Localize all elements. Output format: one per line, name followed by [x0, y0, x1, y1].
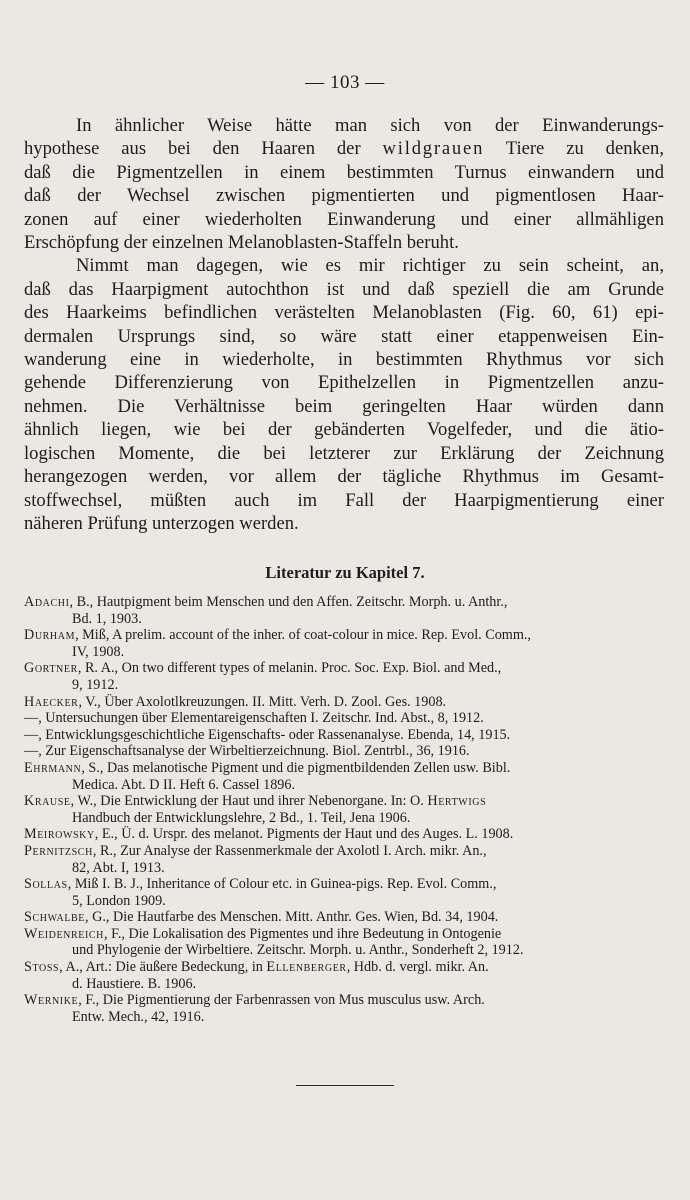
reference-author: Stoss	[24, 959, 60, 976]
reference-entry: Durham, Miß, A prelim. account of the inher. of coat-colour in mice. Rep. Evol. Comm., IV, 1908.	[24, 627, 531, 660]
reference-author: Sollas	[24, 876, 68, 893]
reference-entry: —, Untersuchungen über Elementareigenschaften I. Zeitschr. Ind. Abst., 8, 1912.	[24, 710, 484, 727]
reference-author: Gortner	[24, 660, 78, 677]
text-line: hypothese aus bei den Haaren der wildgrauen Tiere zu denken,	[24, 138, 664, 160]
reference-entry: —, Entwicklungsgeschichtliche Eigenschafts- oder Rassenanalyse. Ebenda, 14, 1915.	[24, 726, 511, 743]
reference-entry: Krause, W., Die Entwicklung der Haut und ihrer Nebenorgane. In: O. Hertwigs Handbuch der Entwicklungslehre, 2 Bd., 1. Teil, Jena 1906.	[24, 793, 487, 826]
reference-entry: Haecker, V., Über Axolotlkreuzungen. II. Mitt. Verh. D. Zool. Ges. 1908.	[24, 693, 447, 710]
reference-author: Weidenreich	[24, 925, 104, 942]
reference-author: Haecker	[24, 693, 79, 710]
reference-entry: Weidenreich, F., Die Lokalisation des Pigmentes und ihre Bedeutung in Ontogenie und Phylogenie der Wirbeltiere. Zeitschr. Morph. u. Anthr., Sonderheft 2, 1912.	[24, 925, 524, 959]
text-line: nehmen. Die Verhältnisse beim geringelten Haar würden dann	[24, 395, 664, 417]
reference-entry: Meirowsky, E., Ü. d. Urspr. des melanot. Pigments der Haut und des Auges. L. 1908.	[24, 826, 514, 843]
reference-author: Pernitzsch	[24, 842, 93, 859]
text-line: dermalen Ursprungs sind, so wäre statt einer etappenweisen Ein-	[24, 325, 664, 347]
reference-entry: Schwalbe, G., Die Hautfarbe des Menschen. Mitt. Anthr. Ges. Wien, Bd. 34, 1904.	[24, 909, 499, 926]
text-line: In ähnlicher Weise hätte man sich von der Einwanderungs-	[76, 115, 664, 136]
text-line: Nimmt man dagegen, wie es mir richtiger zu sein scheint, an,	[76, 255, 664, 277]
text-line: näheren Prüfung unterzogen werden.	[24, 512, 299, 534]
reference-entry: —, Zur Eigenschaftsanalyse der Wirbeltierzeichnung. Biol. Zentrbl., 36, 1916.	[24, 743, 470, 760]
end-rule	[296, 1085, 394, 1086]
body-text	[24, 114, 664, 535]
reference-entry: Sollas, Miß I. B. J., Inheritance of Colour etc. in Guinea-pigs. Rep. Evol. Comm., 5, London 1909.	[24, 876, 497, 909]
text-line: stoffwechsel, müßten auch im Fall der Haarpigmentierung einer	[24, 489, 664, 511]
reference-entry: Stoss, A., Art.: Die äußere Bedeckung, in Ellenberger, Hdb. d. vergl. mikr. An. d. Haustiere. B. 1906.	[24, 959, 489, 992]
reference-author: Krause	[24, 793, 71, 810]
text-line: gehende Differenzierung von Epithelzellen in Pigmentzellen anzu-	[24, 372, 664, 394]
reference-inline-author: Hertwigs	[427, 793, 487, 810]
text-line: Erschöpfung der einzelnen Melanoblasten-Staffeln beruht.	[24, 232, 459, 254]
paragraph-1	[24, 114, 664, 254]
reference-author: Wernike	[24, 992, 79, 1009]
section-title: Literatur zu Kapitel 7.	[265, 563, 425, 582]
reference-author: Durham	[24, 627, 76, 644]
text-line: wanderung eine in wiederholte, in bestimmten Rhythmus vor sich	[24, 349, 664, 371]
reference-author: Ehrmann	[24, 759, 82, 776]
text-line: des Haarkeims befindlichen verästelten Melanoblasten (Fig. 60, 61) epi-	[24, 302, 664, 324]
reference-entry: Wernike, F., Die Pigmentierung der Farbenrassen von Mus musculus usw. Arch. Entw. Mech., 42, 1916.	[24, 992, 485, 1025]
reference-entry: Adachi, B., Hautpigment beim Menschen und den Affen. Zeitschr. Morph. u. Anthr., Bd. 1, 1903.	[24, 594, 508, 627]
reference-author: Adachi	[24, 594, 70, 610]
text-line: daß der Wechsel zwischen pigmentierten und pigmentlosen Haar-	[24, 185, 664, 207]
paragraph-2	[24, 254, 664, 535]
reference-list	[24, 594, 666, 1025]
page-number: — 103 —	[305, 72, 385, 93]
reference-entry: Pernitzsch, R., Zur Analyse der Rassenmerkmale der Axolotl I. Arch. mikr. An., 82, Abt. I, 1913.	[24, 842, 487, 876]
reference-author: Schwalbe	[24, 909, 86, 926]
reference-entry: Ehrmann, S., Das melanotische Pigment und die pigmentbildenden Zellen usw. Bibl. Medica. Abt. D II. Heft 6. Cassel 1896.	[24, 759, 511, 793]
reference-inline-author: Ellenberger	[266, 959, 347, 976]
text-line: ähnlich liegen, wie bei der gebänderten Vogelfeder, und die ätio-	[24, 419, 664, 441]
text-line: daß das Haarpigment autochthon ist und daß speziell die am Grunde	[24, 278, 664, 300]
text-line: daß die Pigmentzellen in einem bestimmten Turnus einwandern und	[24, 161, 664, 183]
reference-author: Meirowsky	[24, 826, 95, 843]
reference-entry: Gortner, R. A., On two different types of melanin. Proc. Soc. Exp. Biol. and Med., 9, 1912.	[24, 660, 502, 693]
text-line: herangezogen werden, vor allem der tägliche Rhythmus im Gesamt-	[24, 466, 664, 488]
emphasized-word: wildgrauen	[382, 138, 485, 160]
text-line: logischen Momente, die bei letzterer zur Erklärung der Zeichnung	[24, 442, 664, 464]
text-line: zonen auf einer wiederholten Einwanderung und einer allmähligen	[24, 208, 664, 230]
